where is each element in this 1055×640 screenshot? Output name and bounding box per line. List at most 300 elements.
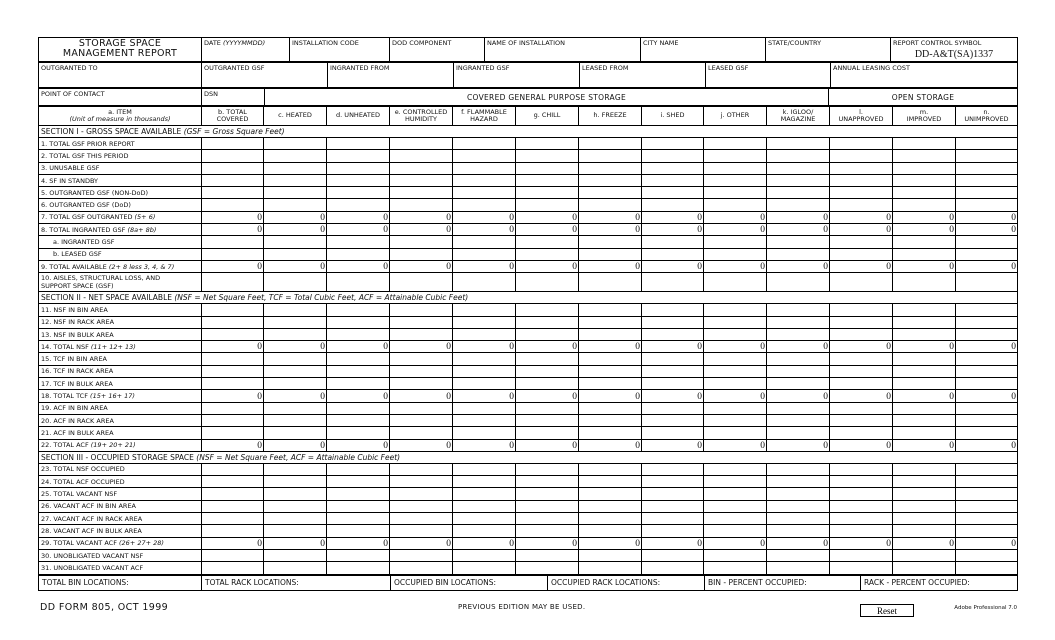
value-cell[interactable] xyxy=(453,414,516,426)
value-cell[interactable]: 0 xyxy=(327,390,390,402)
value-cell[interactable] xyxy=(202,174,264,186)
value-cell[interactable] xyxy=(767,174,830,186)
value-cell[interactable] xyxy=(453,549,516,561)
value-cell[interactable]: 0 xyxy=(327,439,390,451)
value-cell[interactable] xyxy=(390,174,453,186)
annual-leasing-cost-field[interactable] xyxy=(831,63,1018,88)
value-cell[interactable] xyxy=(327,549,390,561)
value-cell[interactable] xyxy=(830,476,893,488)
value-cell[interactable] xyxy=(202,402,264,414)
value-cell[interactable]: 0 xyxy=(893,390,956,402)
value-cell[interactable] xyxy=(704,513,767,525)
value-cell[interactable] xyxy=(390,248,453,260)
value-cell[interactable] xyxy=(264,414,327,426)
value-cell[interactable] xyxy=(327,427,390,439)
value-cell[interactable] xyxy=(642,138,704,150)
value-cell[interactable] xyxy=(579,365,642,377)
value-cell[interactable] xyxy=(390,273,453,292)
value-cell[interactable] xyxy=(956,427,1018,439)
value-cell[interactable]: 0 xyxy=(956,537,1018,549)
value-cell[interactable] xyxy=(956,414,1018,426)
value-cell[interactable] xyxy=(642,328,704,340)
value-cell[interactable] xyxy=(264,402,327,414)
value-cell[interactable]: 0 xyxy=(579,341,642,353)
value-cell[interactable] xyxy=(642,273,704,292)
value-cell[interactable] xyxy=(830,513,893,525)
value-cell[interactable] xyxy=(767,199,830,211)
value-cell[interactable] xyxy=(704,525,767,537)
value-cell[interactable]: 0 xyxy=(327,224,390,236)
value-cell[interactable] xyxy=(956,150,1018,162)
value-cell[interactable] xyxy=(893,365,956,377)
value-cell[interactable]: 0 xyxy=(830,439,893,451)
value-cell[interactable] xyxy=(264,273,327,292)
value-cell[interactable] xyxy=(704,427,767,439)
value-cell[interactable] xyxy=(327,476,390,488)
value-cell[interactable] xyxy=(893,500,956,512)
value-cell[interactable] xyxy=(956,248,1018,260)
value-cell[interactable] xyxy=(202,463,264,475)
value-cell[interactable] xyxy=(453,463,516,475)
value-cell[interactable] xyxy=(453,562,516,574)
value-cell[interactable] xyxy=(642,378,704,390)
state-country-field[interactable] xyxy=(766,38,891,62)
value-cell[interactable] xyxy=(202,378,264,390)
value-cell[interactable] xyxy=(579,353,642,365)
value-cell[interactable]: 0 xyxy=(264,224,327,236)
value-cell[interactable]: 0 xyxy=(327,537,390,549)
value-cell[interactable] xyxy=(327,353,390,365)
value-cell[interactable]: 0 xyxy=(327,341,390,353)
value-cell[interactable] xyxy=(830,316,893,328)
value-cell[interactable] xyxy=(830,187,893,199)
value-cell[interactable] xyxy=(516,378,579,390)
value-cell[interactable]: 0 xyxy=(453,260,516,272)
value-cell[interactable] xyxy=(390,488,453,500)
value-cell[interactable]: 0 xyxy=(893,260,956,272)
value-cell[interactable]: 0 xyxy=(579,439,642,451)
value-cell[interactable] xyxy=(202,138,264,150)
value-cell[interactable] xyxy=(642,476,704,488)
value-cell[interactable]: 0 xyxy=(704,390,767,402)
value-cell[interactable]: 0 xyxy=(767,439,830,451)
value-cell[interactable] xyxy=(642,199,704,211)
value-cell[interactable] xyxy=(327,316,390,328)
value-cell[interactable]: 0 xyxy=(704,341,767,353)
value-cell[interactable] xyxy=(264,138,327,150)
value-cell[interactable] xyxy=(327,378,390,390)
value-cell[interactable] xyxy=(390,463,453,475)
value-cell[interactable] xyxy=(453,500,516,512)
value-cell[interactable]: 0 xyxy=(264,390,327,402)
value-cell[interactable] xyxy=(956,328,1018,340)
value-cell[interactable] xyxy=(202,187,264,199)
value-cell[interactable] xyxy=(893,162,956,174)
value-cell[interactable] xyxy=(642,525,704,537)
value-cell[interactable] xyxy=(767,304,830,316)
outgranted-to-field[interactable] xyxy=(39,63,202,88)
value-cell[interactable] xyxy=(453,199,516,211)
value-cell[interactable] xyxy=(704,162,767,174)
value-cell[interactable] xyxy=(390,316,453,328)
value-cell[interactable] xyxy=(767,248,830,260)
value-cell[interactable] xyxy=(767,162,830,174)
bin-percent-occupied-field[interactable] xyxy=(705,575,861,590)
value-cell[interactable]: 0 xyxy=(516,224,579,236)
value-cell[interactable] xyxy=(767,273,830,292)
ingranted-from-field[interactable] xyxy=(328,63,454,88)
value-cell[interactable] xyxy=(453,427,516,439)
value-cell[interactable] xyxy=(704,304,767,316)
value-cell[interactable]: 0 xyxy=(264,537,327,549)
value-cell[interactable] xyxy=(516,328,579,340)
value-cell[interactable] xyxy=(264,513,327,525)
value-cell[interactable] xyxy=(327,500,390,512)
value-cell[interactable]: 0 xyxy=(579,390,642,402)
value-cell[interactable] xyxy=(516,236,579,248)
value-cell[interactable] xyxy=(830,236,893,248)
value-cell[interactable] xyxy=(956,273,1018,292)
value-cell[interactable]: 0 xyxy=(390,390,453,402)
value-cell[interactable]: 0 xyxy=(767,390,830,402)
value-cell[interactable] xyxy=(704,414,767,426)
value-cell[interactable] xyxy=(579,316,642,328)
value-cell[interactable] xyxy=(327,199,390,211)
value-cell[interactable] xyxy=(893,378,956,390)
value-cell[interactable] xyxy=(579,549,642,561)
value-cell[interactable] xyxy=(264,488,327,500)
value-cell[interactable]: 0 xyxy=(264,341,327,353)
value-cell[interactable] xyxy=(264,463,327,475)
value-cell[interactable] xyxy=(390,513,453,525)
value-cell[interactable] xyxy=(453,162,516,174)
value-cell[interactable] xyxy=(893,236,956,248)
value-cell[interactable] xyxy=(202,199,264,211)
value-cell[interactable] xyxy=(516,427,579,439)
value-cell[interactable] xyxy=(327,138,390,150)
value-cell[interactable] xyxy=(264,174,327,186)
value-cell[interactable] xyxy=(516,187,579,199)
value-cell[interactable]: 0 xyxy=(956,439,1018,451)
value-cell[interactable] xyxy=(704,236,767,248)
value-cell[interactable] xyxy=(956,187,1018,199)
value-cell[interactable] xyxy=(516,549,579,561)
value-cell[interactable] xyxy=(264,365,327,377)
value-cell[interactable] xyxy=(956,549,1018,561)
value-cell[interactable]: 0 xyxy=(704,224,767,236)
value-cell[interactable]: 0 xyxy=(453,341,516,353)
value-cell[interactable] xyxy=(830,402,893,414)
value-cell[interactable] xyxy=(202,353,264,365)
value-cell[interactable] xyxy=(579,562,642,574)
value-cell[interactable] xyxy=(893,549,956,561)
value-cell[interactable]: 0 xyxy=(516,341,579,353)
value-cell[interactable] xyxy=(390,304,453,316)
value-cell[interactable] xyxy=(202,500,264,512)
value-cell[interactable] xyxy=(453,525,516,537)
value-cell[interactable] xyxy=(767,236,830,248)
value-cell[interactable] xyxy=(453,402,516,414)
value-cell[interactable] xyxy=(390,328,453,340)
value-cell[interactable] xyxy=(767,378,830,390)
dsn-field[interactable] xyxy=(202,89,265,106)
value-cell[interactable] xyxy=(327,328,390,340)
value-cell[interactable] xyxy=(830,525,893,537)
value-cell[interactable] xyxy=(327,236,390,248)
value-cell[interactable] xyxy=(327,162,390,174)
value-cell[interactable] xyxy=(704,273,767,292)
value-cell[interactable] xyxy=(767,402,830,414)
value-cell[interactable] xyxy=(767,525,830,537)
value-cell[interactable]: 0 xyxy=(642,537,704,549)
value-cell[interactable] xyxy=(516,248,579,260)
value-cell[interactable] xyxy=(830,414,893,426)
value-cell[interactable] xyxy=(516,402,579,414)
value-cell[interactable] xyxy=(453,187,516,199)
value-cell[interactable] xyxy=(202,162,264,174)
value-cell[interactable] xyxy=(579,138,642,150)
value-cell[interactable] xyxy=(264,525,327,537)
value-cell[interactable] xyxy=(579,500,642,512)
value-cell[interactable] xyxy=(893,304,956,316)
value-cell[interactable] xyxy=(830,174,893,186)
value-cell[interactable] xyxy=(579,402,642,414)
value-cell[interactable] xyxy=(516,353,579,365)
value-cell[interactable]: 0 xyxy=(642,224,704,236)
value-cell[interactable] xyxy=(516,138,579,150)
date-field[interactable] xyxy=(202,38,290,62)
value-cell[interactable] xyxy=(579,304,642,316)
value-cell[interactable] xyxy=(767,500,830,512)
value-cell[interactable] xyxy=(956,304,1018,316)
value-cell[interactable]: 0 xyxy=(642,260,704,272)
value-cell[interactable] xyxy=(516,150,579,162)
value-cell[interactable] xyxy=(202,316,264,328)
value-cell[interactable] xyxy=(453,316,516,328)
value-cell[interactable]: 0 xyxy=(453,224,516,236)
value-cell[interactable]: 0 xyxy=(767,260,830,272)
value-cell[interactable]: 0 xyxy=(893,341,956,353)
value-cell[interactable]: 0 xyxy=(516,537,579,549)
value-cell[interactable] xyxy=(453,138,516,150)
value-cell[interactable] xyxy=(390,150,453,162)
ingranted-gsf-field[interactable] xyxy=(454,63,580,88)
value-cell[interactable] xyxy=(893,513,956,525)
value-cell[interactable] xyxy=(830,138,893,150)
value-cell[interactable] xyxy=(453,304,516,316)
value-cell[interactable] xyxy=(704,353,767,365)
value-cell[interactable]: 0 xyxy=(956,224,1018,236)
value-cell[interactable] xyxy=(704,199,767,211)
value-cell[interactable] xyxy=(767,328,830,340)
value-cell[interactable] xyxy=(956,138,1018,150)
value-cell[interactable] xyxy=(390,236,453,248)
value-cell[interactable]: 0 xyxy=(956,260,1018,272)
rack-percent-occupied-field[interactable] xyxy=(861,575,1018,590)
value-cell[interactable] xyxy=(390,378,453,390)
value-cell[interactable] xyxy=(202,414,264,426)
value-cell[interactable] xyxy=(767,463,830,475)
value-cell[interactable] xyxy=(579,150,642,162)
value-cell[interactable] xyxy=(579,513,642,525)
value-cell[interactable] xyxy=(327,248,390,260)
value-cell[interactable] xyxy=(579,378,642,390)
value-cell[interactable] xyxy=(893,488,956,500)
value-cell[interactable]: 0 xyxy=(453,439,516,451)
value-cell[interactable]: 0 xyxy=(956,211,1018,223)
value-cell[interactable] xyxy=(390,187,453,199)
value-cell[interactable] xyxy=(327,488,390,500)
value-cell[interactable] xyxy=(830,549,893,561)
value-cell[interactable] xyxy=(956,500,1018,512)
value-cell[interactable] xyxy=(390,476,453,488)
value-cell[interactable] xyxy=(327,304,390,316)
value-cell[interactable] xyxy=(264,427,327,439)
value-cell[interactable] xyxy=(767,414,830,426)
value-cell[interactable] xyxy=(704,187,767,199)
value-cell[interactable] xyxy=(202,365,264,377)
value-cell[interactable] xyxy=(202,562,264,574)
dod-component-field[interactable] xyxy=(390,38,485,62)
value-cell[interactable] xyxy=(202,525,264,537)
value-cell[interactable]: 0 xyxy=(264,211,327,223)
value-cell[interactable] xyxy=(264,562,327,574)
value-cell[interactable] xyxy=(453,150,516,162)
value-cell[interactable] xyxy=(893,463,956,475)
value-cell[interactable] xyxy=(264,378,327,390)
value-cell[interactable] xyxy=(642,353,704,365)
value-cell[interactable] xyxy=(453,236,516,248)
name-of-installation-field[interactable] xyxy=(485,38,641,62)
value-cell[interactable]: 0 xyxy=(704,260,767,272)
value-cell[interactable] xyxy=(264,150,327,162)
value-cell[interactable] xyxy=(264,162,327,174)
value-cell[interactable]: 0 xyxy=(579,211,642,223)
value-cell[interactable]: 0 xyxy=(516,211,579,223)
value-cell[interactable] xyxy=(704,562,767,574)
value-cell[interactable] xyxy=(264,187,327,199)
value-cell[interactable] xyxy=(956,488,1018,500)
value-cell[interactable] xyxy=(767,353,830,365)
value-cell[interactable] xyxy=(956,476,1018,488)
value-cell[interactable] xyxy=(956,525,1018,537)
value-cell[interactable] xyxy=(704,488,767,500)
value-cell[interactable] xyxy=(956,402,1018,414)
value-cell[interactable] xyxy=(327,562,390,574)
value-cell[interactable] xyxy=(453,378,516,390)
value-cell[interactable]: 0 xyxy=(327,211,390,223)
value-cell[interactable] xyxy=(264,199,327,211)
value-cell[interactable] xyxy=(704,316,767,328)
value-cell[interactable]: 0 xyxy=(830,390,893,402)
value-cell[interactable] xyxy=(642,549,704,561)
value-cell[interactable] xyxy=(893,328,956,340)
value-cell[interactable] xyxy=(956,316,1018,328)
value-cell[interactable] xyxy=(893,273,956,292)
leased-from-field[interactable] xyxy=(580,63,706,88)
value-cell[interactable]: 0 xyxy=(767,224,830,236)
value-cell[interactable] xyxy=(579,488,642,500)
value-cell[interactable]: 0 xyxy=(516,390,579,402)
value-cell[interactable]: 0 xyxy=(390,341,453,353)
value-cell[interactable] xyxy=(516,562,579,574)
value-cell[interactable] xyxy=(830,353,893,365)
value-cell[interactable] xyxy=(516,304,579,316)
value-cell[interactable] xyxy=(202,273,264,292)
value-cell[interactable] xyxy=(390,365,453,377)
value-cell[interactable] xyxy=(327,525,390,537)
value-cell[interactable] xyxy=(893,353,956,365)
value-cell[interactable] xyxy=(516,525,579,537)
value-cell[interactable] xyxy=(704,138,767,150)
value-cell[interactable] xyxy=(264,353,327,365)
value-cell[interactable]: 0 xyxy=(390,537,453,549)
value-cell[interactable]: 0 xyxy=(579,260,642,272)
value-cell[interactable] xyxy=(202,150,264,162)
value-cell[interactable]: 0 xyxy=(830,211,893,223)
value-cell[interactable]: 0 xyxy=(642,341,704,353)
value-cell[interactable] xyxy=(893,402,956,414)
value-cell[interactable] xyxy=(767,138,830,150)
value-cell[interactable] xyxy=(956,513,1018,525)
value-cell[interactable]: 0 xyxy=(202,390,264,402)
value-cell[interactable] xyxy=(516,414,579,426)
value-cell[interactable]: 0 xyxy=(453,390,516,402)
value-cell[interactable]: 0 xyxy=(893,537,956,549)
value-cell[interactable]: 0 xyxy=(516,260,579,272)
value-cell[interactable] xyxy=(704,402,767,414)
value-cell[interactable] xyxy=(390,402,453,414)
value-cell[interactable] xyxy=(767,476,830,488)
value-cell[interactable]: 0 xyxy=(704,211,767,223)
value-cell[interactable] xyxy=(642,150,704,162)
value-cell[interactable] xyxy=(642,174,704,186)
value-cell[interactable]: 0 xyxy=(390,260,453,272)
value-cell[interactable] xyxy=(830,248,893,260)
value-cell[interactable]: 0 xyxy=(516,439,579,451)
value-cell[interactable] xyxy=(579,162,642,174)
value-cell[interactable] xyxy=(893,138,956,150)
value-cell[interactable] xyxy=(704,476,767,488)
value-cell[interactable] xyxy=(579,187,642,199)
value-cell[interactable] xyxy=(264,476,327,488)
value-cell[interactable]: 0 xyxy=(202,341,264,353)
value-cell[interactable] xyxy=(830,378,893,390)
value-cell[interactable]: 0 xyxy=(830,260,893,272)
value-cell[interactable]: 0 xyxy=(642,439,704,451)
value-cell[interactable] xyxy=(453,273,516,292)
value-cell[interactable] xyxy=(956,236,1018,248)
value-cell[interactable]: 0 xyxy=(390,439,453,451)
value-cell[interactable] xyxy=(956,365,1018,377)
value-cell[interactable]: 0 xyxy=(830,537,893,549)
value-cell[interactable] xyxy=(327,402,390,414)
value-cell[interactable]: 0 xyxy=(893,224,956,236)
total-rack-locations-field[interactable] xyxy=(202,575,391,590)
value-cell[interactable] xyxy=(516,174,579,186)
value-cell[interactable] xyxy=(830,562,893,574)
value-cell[interactable] xyxy=(642,463,704,475)
outgranted-gsf-field[interactable] xyxy=(202,63,328,88)
value-cell[interactable] xyxy=(830,328,893,340)
value-cell[interactable] xyxy=(327,463,390,475)
value-cell[interactable] xyxy=(704,463,767,475)
value-cell[interactable] xyxy=(704,174,767,186)
value-cell[interactable] xyxy=(327,187,390,199)
value-cell[interactable]: 0 xyxy=(893,439,956,451)
value-cell[interactable] xyxy=(264,248,327,260)
value-cell[interactable] xyxy=(390,500,453,512)
